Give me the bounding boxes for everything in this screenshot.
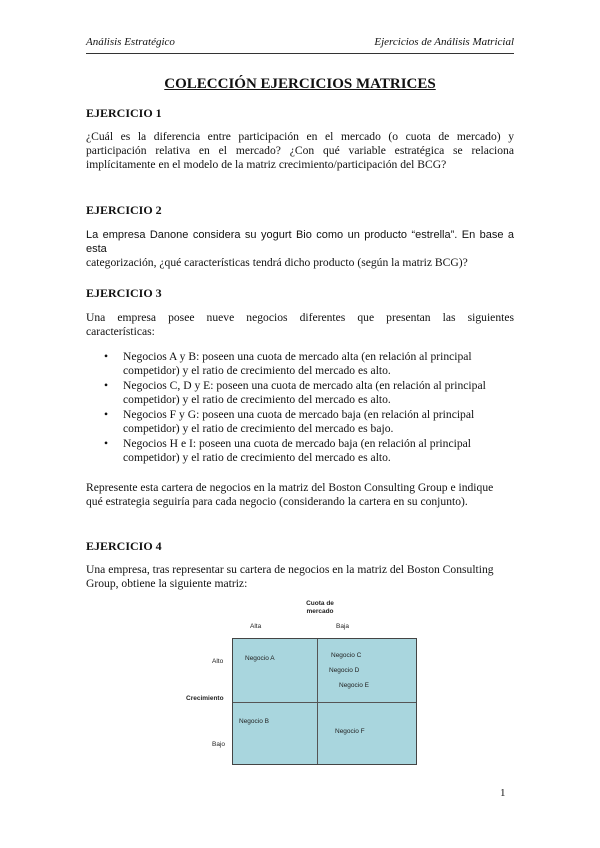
matrix-cell-negocio-a: Negocio A [245,655,275,662]
ej2-heading: EJERCICIO 2 [86,203,162,217]
bullet-icon: • [104,437,109,450]
ej2-text [86,228,514,270]
matrix-divider-horizontal [233,702,416,703]
bullet-icon: • [104,408,109,421]
bullet-line: Negocios F y G: poseen una cuota de mercado baja (en relación al principal [123,408,475,421]
list-item [86,408,514,436]
bullet-line: competidor) y el ratio de crecimiento del mercado es alto. [123,393,391,406]
ej3-outro [86,481,514,509]
ej4-line: Group, obtiene la siguiente matriz: [86,577,248,590]
ej1-line: ¿Cuál es la diferencia entre participación en el mercado (o cuota de mercado) y [86,130,514,143]
page-header [86,36,514,54]
matrix-cell-negocio-b: Negocio B [239,718,269,725]
bullet-line: competidor) y el ratio de crecimiento del mercado es bajo. [123,422,394,435]
ej3-outro-line: qué estrategia seguiría para cada negocio (considerando la cartera en su conjunto). [86,495,468,508]
matrix-row-bajo: Bajo [212,741,226,748]
document-title: COLECCIÓN EJERCICIOS MATRICES [164,76,436,92]
ej1-line: participación relativa en el mercado? ¿Con qué variable estratégica se relaciona [86,144,514,157]
list-item [86,437,514,465]
list-item [86,350,514,378]
bullet-line: competidor) y el ratio de crecimiento del mercado es alto. [123,451,391,464]
bullet-line: Negocios C, D y E: poseen una cuota de mercado alta (en relación al principal [123,379,486,392]
matrix-x-title-line: mercado [306,608,334,615]
matrix-row-alto: Alto [212,658,224,665]
ej1-heading: EJERCICIO 1 [86,106,162,120]
matrix-x-title-line: Cuota de [306,600,334,607]
matrix-cell-negocio-c: Negocio C [331,652,362,659]
bullet-line: competidor) y el ratio de crecimiento del mercado es alto. [123,364,391,377]
ej4-line: Una empresa, tras representar su cartera de negocios en la matriz del Boston Consulting [86,563,494,576]
ej2-line: categorización, ¿qué características tendrá dicho producto (según la matriz BCG)? [86,256,468,269]
ej4-text [86,563,514,591]
matrix-x-title [300,600,340,616]
ej2-line: La empresa Danone considera su yogurt Bio como un producto “estrella”. En base a esta [86,229,514,255]
ej3-outro-line: Represente esta cartera de negocios en la matriz del Boston Consulting Group e indique [86,481,494,494]
ej1-text [86,130,514,172]
ej3-intro-line: características: [86,325,155,338]
ej3-heading: EJERCICIO 3 [86,286,162,300]
ej3-bullet-list [86,350,514,466]
matrix-cell-negocio-e: Negocio E [339,682,369,689]
bullet-line: Negocios H e I: poseen una cuota de mercado baja (en relación al principal [123,437,471,450]
matrix-cell-negocio-d: Negocio D [329,667,360,674]
header-rule [86,53,514,54]
ej1-line: implícitamente en el modelo de la matriz crecimiento/participación del BCG? [86,158,447,171]
matrix-y-title: Crecimiento [186,695,224,702]
ej3-intro [86,311,514,339]
matrix-col-baja: Baja [336,623,350,630]
bcg-matrix [232,638,417,765]
bullet-line: Negocios A y B: poseen una cuota de mercado alta (en relación al principal [123,350,472,363]
ej4-heading: EJERCICIO 4 [86,539,162,553]
matrix-col-alta: Alta [250,623,262,630]
header-right: Ejercicios de Análisis Matricial [374,36,514,48]
bullet-icon: • [104,379,109,392]
header-left: Análisis Estratégico [86,36,175,48]
ej3-intro-line: Una empresa posee nueve negocios diferentes que presentan las siguientes [86,311,514,324]
list-item [86,379,514,407]
page-number: 1 [500,787,506,799]
matrix-cell-negocio-f: Negocio F [335,728,365,735]
bullet-icon: • [104,350,109,363]
